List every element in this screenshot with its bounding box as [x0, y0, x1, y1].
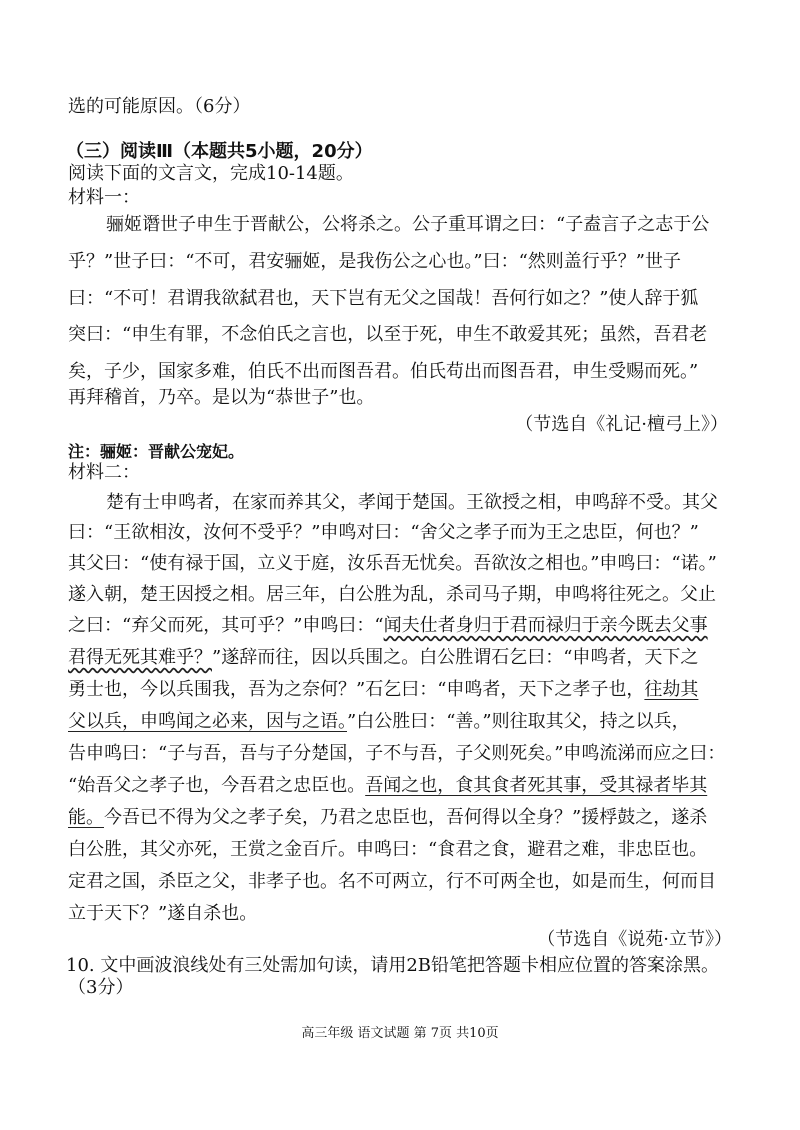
material-2-line: 告申鸣曰：“子与吾，吾与子分楚国，子不与吾，子父则死矣。”申鸣流涕而应之曰：	[68, 743, 726, 764]
material-2-line: 其父曰：“使有禄于国，立义于庭，汝乐吾无忧矣。吾欲汝之相也。”申鸣曰：“诺。”	[68, 553, 717, 574]
underlined-text: 往劫其	[644, 679, 699, 700]
wavy-underlined-text: 君得无死其难乎？	[68, 647, 212, 668]
material-1-line: 突曰：“申生有罪，不念伯氏之言也，以至于死，申生不敢爱其死；虽然，吾君老	[68, 324, 708, 345]
material-2-line: 立于天下？”遂自杀也。	[68, 903, 258, 924]
page-footer: 高三年级 语文试题 第 7页 共10页	[301, 1026, 499, 1041]
material-2-line: 定君之国，杀臣之父，非孝子也。名不可两立，行不可两全也，如是而生，何而目	[68, 871, 716, 892]
question-10: 10. 文中画波浪线处有三处需加句读，请用2B铅笔把答题卡相应位置的答案涂黑。	[66, 955, 720, 976]
material-1-line: 矣，子少，国家多难，伯氏不出而图吾君。伯氏苟出而图吾君，申生受赐而死。”	[68, 361, 699, 382]
material-2-line	[68, 775, 707, 797]
material-2-line: 曰：“王欲相汝，汝何不受乎？”申鸣对曰：“舍父之孝子而为王之忠臣，何也？”	[68, 522, 699, 543]
material-1-line: 曰：“不可！君谓我欲弑君也，天下岂有无父之国哉！吾何行如之？”使人辞于狐	[68, 288, 699, 309]
material-2-line	[68, 711, 690, 733]
material-2-line: 白公胜，其父亦死，王赏之金百斤。申鸣曰：“食君之食，避君之难，非忠臣也。	[68, 839, 708, 860]
material-1-source: （节选自《礼记·檀弓上》）	[515, 414, 728, 435]
question-9-tail: 选的可能原因。（6分）	[68, 96, 251, 117]
plain-text: ”白公胜曰：“善。”则往取其父，持之以兵，	[347, 711, 690, 732]
material-2-line	[68, 679, 698, 701]
material-2-line	[68, 647, 698, 669]
underlined-text: 吾闻之也，食其食者死其事，受其禄者毕其	[365, 775, 708, 796]
annotation-note: 注：骊姬：晋献公宠妃。	[68, 442, 245, 461]
material-1-line: 乎？”世子曰：“不可，君安骊姬，是我伤公之心也。”曰：“然则盖行乎？”世子	[68, 251, 682, 272]
plain-text: “始吾父之孝子也，今吾君之忠臣也。	[68, 775, 366, 796]
material-1-line: 再拜稽首，乃卒。是以为“恭世子”也。	[68, 387, 375, 408]
wavy-underlined-text: 闻夫仕者身归于君而禄归于亲今既去父事	[383, 615, 708, 636]
material-2-line: 楚有士申鸣者，在家而养其父，孝闻于楚国。王欲授之相，申鸣辞不受。其父	[106, 492, 718, 513]
underlined-text: 父以兵，申鸣闻之必来，因与之语。	[68, 711, 347, 732]
plain-text: 今吾已不得为父之孝子矣，乃君之忠臣也，吾何得以全身？”援桴鼓之，遂杀	[104, 807, 708, 828]
material-1-line: 骊姬谮世子申生于晋献公，公将杀之。公子重耳谓之曰：“子盍言子之志于公	[106, 214, 710, 235]
underlined-text: 能。	[68, 807, 104, 828]
plain-text: ”遂辞而往，因以兵围之。白公胜谓石乞曰：“申鸣者，天下之	[212, 647, 699, 668]
material-1-label: 材料一：	[68, 187, 140, 208]
plain-text: 之曰：“弃父而死，其可乎？”申鸣曰：“	[68, 615, 384, 636]
material-2-label: 材料二：	[68, 462, 140, 483]
material-2-source: （节选自《说苑·立节》）	[537, 929, 732, 950]
section-title: （三）阅读Ⅲ（本题共5小题，20分）	[66, 141, 373, 162]
material-2-line: 遂入朝，楚王因授之相。居三年，白公胜为乱，杀司马子期，申鸣将往死之。父止	[68, 584, 716, 605]
material-2-line	[68, 615, 708, 637]
reading-instruction: 阅读下面的文言文，完成10-14题。	[68, 163, 354, 184]
plain-text: 勇士也，今以兵围我，吾为之奈何？”石乞曰：“申鸣者，天下之孝子也，	[68, 679, 645, 700]
material-2-line	[68, 807, 707, 829]
question-10-score: （3分）	[68, 977, 134, 998]
